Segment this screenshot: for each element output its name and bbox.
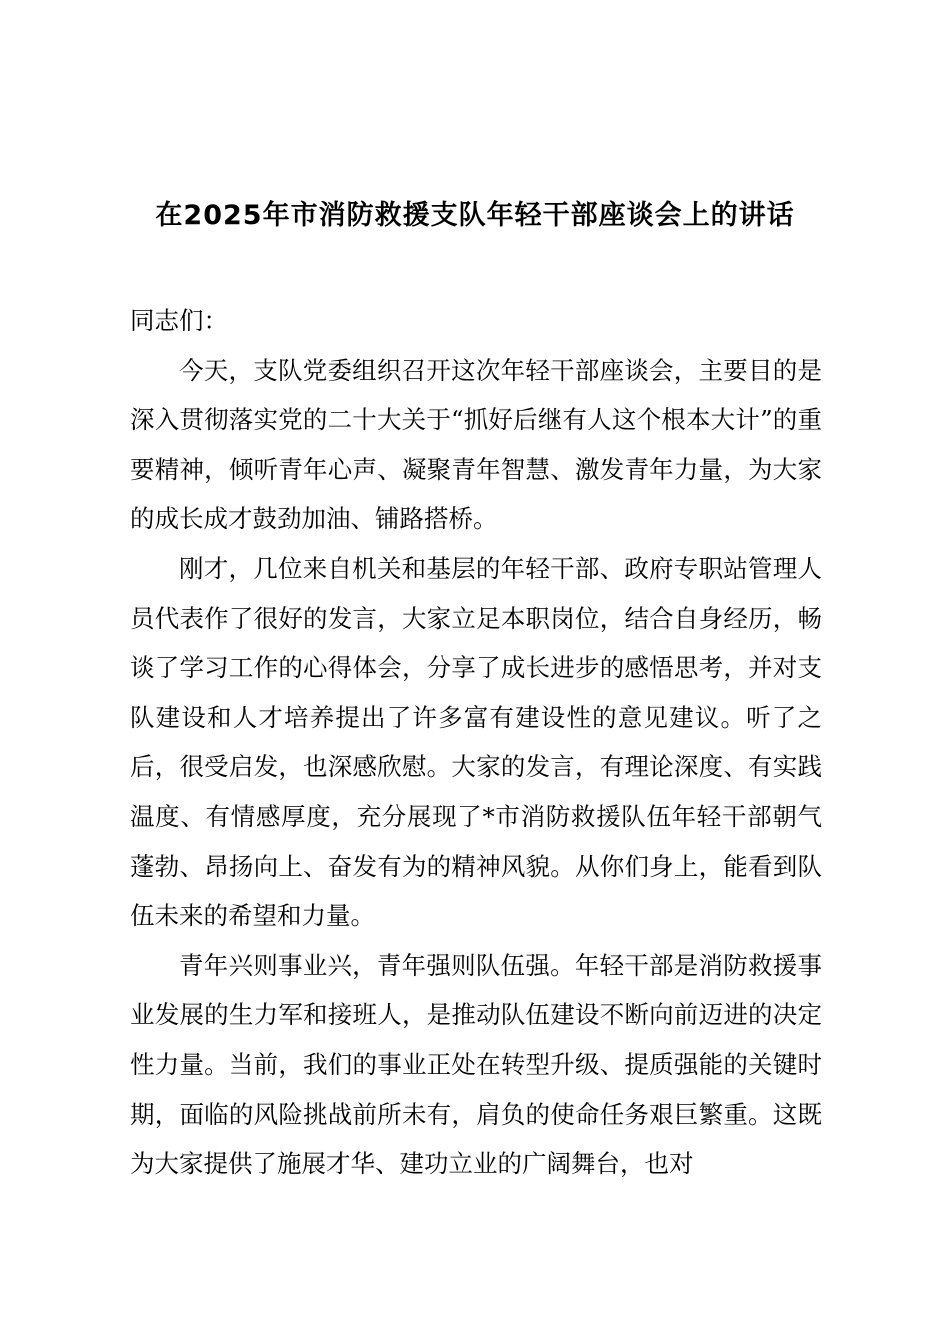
document-title: 在2025年市消防救援支队年轻干部座谈会上的讲话 [155,200,795,231]
document-body [130,296,822,1189]
paragraph-1: 今天，支队党委组织召开这次年轻干部座谈会，主要目的是深入贯彻落实党的二十大关于“抓好后继有人这个根本大计”的重要精神，倾听青年心声、凝聚青年智慧、激发青年力量，为大家的成长成才鼓劲加油、铺路搭桥。 [130,355,822,534]
paragraph-2: 刚才，几位来自机关和基层的年轻干部、政府专职站管理人员代表作了很好的发言，大家立足本职岗位，结合自身经历，畅谈了学习工作的心得体会，分享了成长进步的感悟思考，并对支队建设和人才培养提出了许多富有建设性的意见建议。听了之后，很受启发，也深感欣慰。大家的发言，有理论深度、有实践温度、有情感厚度，充分展现了*市消防救援队伍年轻干部朝气蓬勃、昂扬向上、奋发有为的精神风貌。从你们身上，能看到队伍未来的希望和力量。 [130,553,822,931]
paragraph-3: 青年兴则事业兴，青年强则队伍强。年轻干部是消防救援事业发展的生力军和接班人，是推动队伍建设不断向前迈进的决定性力量。当前，我们的事业正处在转型升级、提质强能的关键时期，面临的风险挑战前所未有，肩负的使命任务艰巨繁重。这既为大家提供了施展才华、建功立业的广阔舞台，也对 [130,950,822,1179]
salutation: 同志们： [130,306,228,335]
